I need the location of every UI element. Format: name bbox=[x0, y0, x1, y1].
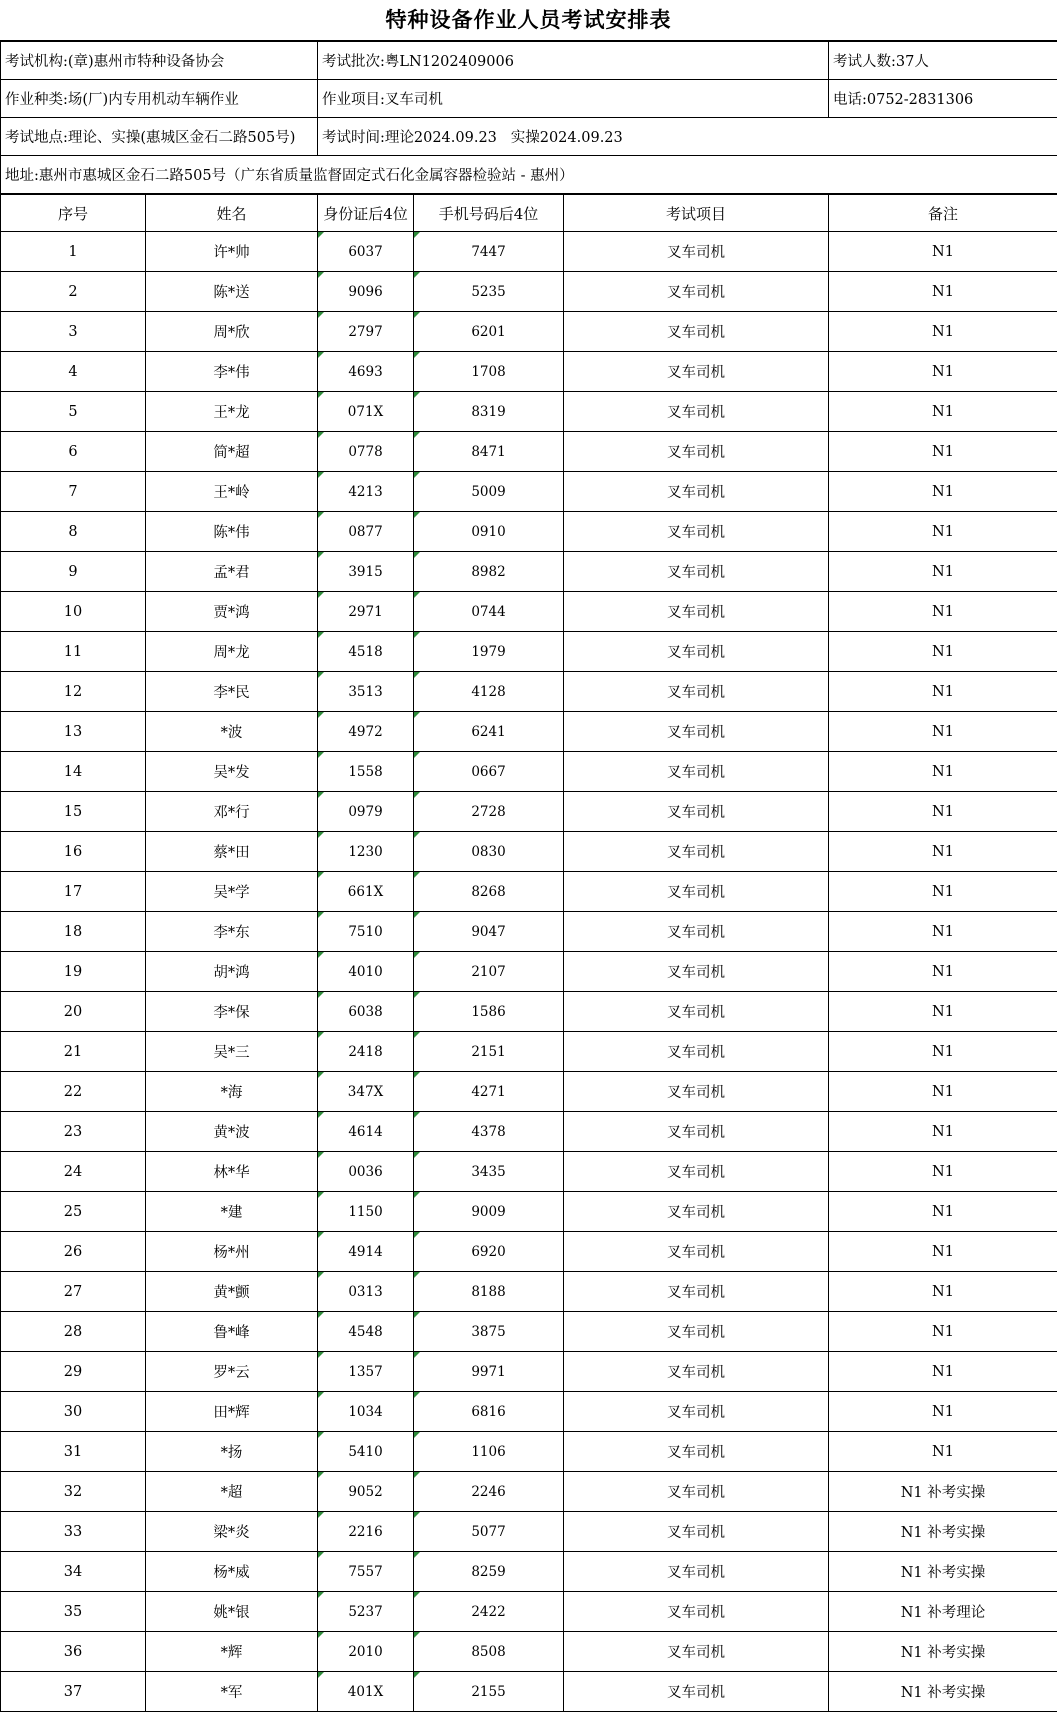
exam-venue: 考试地点:理论、实操(惠城区金石二路505号) bbox=[1, 118, 318, 156]
cell-name: 陈*伟 bbox=[146, 512, 318, 552]
cell-name: 姚*银 bbox=[146, 1592, 318, 1632]
cell-id-last4: 5410 bbox=[318, 1432, 414, 1472]
cell-phone-last4: 2246 bbox=[414, 1472, 564, 1512]
cell-phone-last4: 9047 bbox=[414, 912, 564, 952]
cell-seq: 35 bbox=[1, 1592, 146, 1632]
cell-seq: 32 bbox=[1, 1472, 146, 1512]
cell-id-last4: 1558 bbox=[318, 752, 414, 792]
cell-name: 杨*州 bbox=[146, 1232, 318, 1272]
cell-exam-item: 叉车司机 bbox=[564, 1072, 829, 1112]
cell-name: 黄*颤 bbox=[146, 1272, 318, 1312]
header-seq: 序号 bbox=[1, 195, 146, 232]
cell-seq: 30 bbox=[1, 1392, 146, 1432]
cell-seq: 21 bbox=[1, 1032, 146, 1072]
cell-id-last4: 1034 bbox=[318, 1392, 414, 1432]
cell-exam-item: 叉车司机 bbox=[564, 872, 829, 912]
cell-remark: N1 补考实操 bbox=[829, 1512, 1057, 1552]
cell-name: 林*华 bbox=[146, 1152, 318, 1192]
cell-name: 蔡*田 bbox=[146, 832, 318, 872]
cell-exam-item: 叉车司机 bbox=[564, 472, 829, 512]
cell-name: 王*龙 bbox=[146, 392, 318, 432]
table-row bbox=[1, 1592, 1057, 1632]
table-row bbox=[1, 472, 1057, 512]
header-name: 姓名 bbox=[146, 195, 318, 232]
cell-phone-last4: 1708 bbox=[414, 352, 564, 392]
info-row-4 bbox=[1, 156, 1057, 194]
cell-seq: 17 bbox=[1, 872, 146, 912]
table-row bbox=[1, 1192, 1057, 1232]
cell-name: 李*伟 bbox=[146, 352, 318, 392]
cell-exam-item: 叉车司机 bbox=[564, 1032, 829, 1072]
cell-name: *海 bbox=[146, 1072, 318, 1112]
cell-id-last4: 5237 bbox=[318, 1592, 414, 1632]
cell-seq: 23 bbox=[1, 1112, 146, 1152]
cell-id-last4: 2797 bbox=[318, 312, 414, 352]
cell-remark: N1 bbox=[829, 752, 1057, 792]
cell-id-last4: 6038 bbox=[318, 992, 414, 1032]
cell-remark: N1 bbox=[829, 392, 1057, 432]
table-row bbox=[1, 232, 1057, 272]
cell-seq: 25 bbox=[1, 1192, 146, 1232]
cell-name: 周*欣 bbox=[146, 312, 318, 352]
cell-seq: 14 bbox=[1, 752, 146, 792]
cell-id-last4: 2971 bbox=[318, 592, 414, 632]
cell-phone-last4: 2728 bbox=[414, 792, 564, 832]
cell-exam-item: 叉车司机 bbox=[564, 1112, 829, 1152]
cell-exam-item: 叉车司机 bbox=[564, 712, 829, 752]
cell-exam-item: 叉车司机 bbox=[564, 312, 829, 352]
cell-name: 吴*学 bbox=[146, 872, 318, 912]
cell-phone-last4: 5077 bbox=[414, 1512, 564, 1552]
cell-remark: N1 bbox=[829, 1072, 1057, 1112]
cell-remark: N1 bbox=[829, 912, 1057, 952]
cell-seq: 11 bbox=[1, 632, 146, 672]
cell-seq: 1 bbox=[1, 232, 146, 272]
info-row-3 bbox=[1, 118, 1057, 156]
table-row bbox=[1, 632, 1057, 672]
cell-id-last4: 4914 bbox=[318, 1232, 414, 1272]
exam-time: 考试时间:理论2024.09.23 实操2024.09.23 bbox=[318, 118, 1057, 156]
cell-seq: 3 bbox=[1, 312, 146, 352]
cell-id-last4: 0036 bbox=[318, 1152, 414, 1192]
header-exam-item: 考试项目 bbox=[564, 195, 829, 232]
cell-exam-item: 叉车司机 bbox=[564, 272, 829, 312]
cell-seq: 2 bbox=[1, 272, 146, 312]
cell-exam-item: 叉车司机 bbox=[564, 1312, 829, 1352]
cell-remark: N1 bbox=[829, 952, 1057, 992]
cell-remark: N1 补考实操 bbox=[829, 1552, 1057, 1592]
cell-seq: 13 bbox=[1, 712, 146, 752]
table-row bbox=[1, 1232, 1057, 1272]
exam-address: 地址:惠州市惠城区金石二路505号（广东省质量监督固定式石化金属容器检验站 - 惠州） bbox=[1, 156, 1057, 194]
cell-seq: 18 bbox=[1, 912, 146, 952]
cell-name: 吴*发 bbox=[146, 752, 318, 792]
cell-name: *超 bbox=[146, 1472, 318, 1512]
table-row bbox=[1, 1152, 1057, 1192]
table-row bbox=[1, 872, 1057, 912]
cell-seq: 19 bbox=[1, 952, 146, 992]
info-row-1 bbox=[1, 42, 1057, 80]
table-row bbox=[1, 1672, 1057, 1712]
table-row bbox=[1, 272, 1057, 312]
table-row bbox=[1, 752, 1057, 792]
table-row bbox=[1, 1352, 1057, 1392]
cell-exam-item: 叉车司机 bbox=[564, 952, 829, 992]
cell-phone-last4: 8471 bbox=[414, 432, 564, 472]
cell-exam-item: 叉车司机 bbox=[564, 632, 829, 672]
cell-exam-item: 叉车司机 bbox=[564, 1232, 829, 1272]
cell-id-last4: 0313 bbox=[318, 1272, 414, 1312]
cell-phone-last4: 3435 bbox=[414, 1152, 564, 1192]
cell-phone-last4: 1586 bbox=[414, 992, 564, 1032]
cell-exam-item: 叉车司机 bbox=[564, 1552, 829, 1592]
cell-name: 王*岭 bbox=[146, 472, 318, 512]
cell-seq: 28 bbox=[1, 1312, 146, 1352]
cell-phone-last4: 2155 bbox=[414, 1672, 564, 1712]
cell-phone-last4: 7447 bbox=[414, 232, 564, 272]
cell-exam-item: 叉车司机 bbox=[564, 1432, 829, 1472]
table-row bbox=[1, 1312, 1057, 1352]
cell-remark: N1 bbox=[829, 1272, 1057, 1312]
cell-phone-last4: 6920 bbox=[414, 1232, 564, 1272]
table-row bbox=[1, 912, 1057, 952]
cell-exam-item: 叉车司机 bbox=[564, 592, 829, 632]
cell-phone-last4: 9971 bbox=[414, 1352, 564, 1392]
cell-exam-item: 叉车司机 bbox=[564, 792, 829, 832]
cell-phone-last4: 8319 bbox=[414, 392, 564, 432]
cell-remark: N1 bbox=[829, 1312, 1057, 1352]
cell-id-last4: 1357 bbox=[318, 1352, 414, 1392]
cell-id-last4: 401X bbox=[318, 1672, 414, 1712]
cell-phone-last4: 5235 bbox=[414, 272, 564, 312]
cell-id-last4: 2216 bbox=[318, 1512, 414, 1552]
cell-exam-item: 叉车司机 bbox=[564, 752, 829, 792]
cell-id-last4: 4614 bbox=[318, 1112, 414, 1152]
table-row bbox=[1, 1512, 1057, 1552]
table-row bbox=[1, 1632, 1057, 1672]
cell-remark: N1 bbox=[829, 1352, 1057, 1392]
cell-name: 李*民 bbox=[146, 672, 318, 712]
cell-id-last4: 0877 bbox=[318, 512, 414, 552]
cell-id-last4: 4213 bbox=[318, 472, 414, 512]
table-row bbox=[1, 432, 1057, 472]
exam-count: 考试人数:37人 bbox=[829, 42, 1057, 80]
exam-organization: 考试机构:(章)惠州市特种设备协会 bbox=[1, 42, 318, 80]
cell-phone-last4: 4271 bbox=[414, 1072, 564, 1112]
cell-phone-last4: 0667 bbox=[414, 752, 564, 792]
cell-seq: 24 bbox=[1, 1152, 146, 1192]
cell-id-last4: 347X bbox=[318, 1072, 414, 1112]
cell-phone-last4: 6201 bbox=[414, 312, 564, 352]
cell-id-last4: 1150 bbox=[318, 1192, 414, 1232]
cell-remark: N1 bbox=[829, 1152, 1057, 1192]
table-row bbox=[1, 1392, 1057, 1432]
cell-phone-last4: 8188 bbox=[414, 1272, 564, 1312]
cell-seq: 7 bbox=[1, 472, 146, 512]
cell-name: 李*东 bbox=[146, 912, 318, 952]
cell-phone-last4: 4378 bbox=[414, 1112, 564, 1152]
cell-name: 梁*炎 bbox=[146, 1512, 318, 1552]
cell-id-last4: 4518 bbox=[318, 632, 414, 672]
cell-phone-last4: 6816 bbox=[414, 1392, 564, 1432]
cell-name: *波 bbox=[146, 712, 318, 752]
cell-seq: 26 bbox=[1, 1232, 146, 1272]
cell-remark: N1 bbox=[829, 872, 1057, 912]
cell-id-last4: 1230 bbox=[318, 832, 414, 872]
cell-id-last4: 7510 bbox=[318, 912, 414, 952]
cell-exam-item: 叉车司机 bbox=[564, 1192, 829, 1232]
cell-id-last4: 2010 bbox=[318, 1632, 414, 1672]
cell-exam-item: 叉车司机 bbox=[564, 1512, 829, 1552]
cell-seq: 4 bbox=[1, 352, 146, 392]
cell-seq: 27 bbox=[1, 1272, 146, 1312]
table-row bbox=[1, 792, 1057, 832]
table-row bbox=[1, 832, 1057, 872]
table-row bbox=[1, 1472, 1057, 1512]
cell-phone-last4: 1979 bbox=[414, 632, 564, 672]
cell-remark: N1 bbox=[829, 1232, 1057, 1272]
info-row-2 bbox=[1, 80, 1057, 118]
cell-exam-item: 叉车司机 bbox=[564, 1632, 829, 1672]
table-row bbox=[1, 672, 1057, 712]
cell-seq: 8 bbox=[1, 512, 146, 552]
cell-exam-item: 叉车司机 bbox=[564, 992, 829, 1032]
cell-remark: N1 bbox=[829, 1432, 1057, 1472]
cell-exam-item: 叉车司机 bbox=[564, 1472, 829, 1512]
cell-seq: 33 bbox=[1, 1512, 146, 1552]
cell-name: 周*龙 bbox=[146, 632, 318, 672]
candidate-table bbox=[0, 194, 1057, 1712]
cell-seq: 6 bbox=[1, 432, 146, 472]
cell-name: 贾*鸿 bbox=[146, 592, 318, 632]
table-row bbox=[1, 592, 1057, 632]
cell-name: *军 bbox=[146, 1672, 318, 1712]
cell-exam-item: 叉车司机 bbox=[564, 552, 829, 592]
cell-name: 李*保 bbox=[146, 992, 318, 1032]
cell-remark: N1 bbox=[829, 672, 1057, 712]
cell-seq: 37 bbox=[1, 1672, 146, 1712]
table-header bbox=[1, 195, 1057, 232]
cell-remark: N1 bbox=[829, 832, 1057, 872]
cell-phone-last4: 8259 bbox=[414, 1552, 564, 1592]
table-row bbox=[1, 1072, 1057, 1112]
cell-id-last4: 4548 bbox=[318, 1312, 414, 1352]
cell-phone-last4: 8268 bbox=[414, 872, 564, 912]
cell-remark: N1 bbox=[829, 992, 1057, 1032]
cell-name: 孟*君 bbox=[146, 552, 318, 592]
cell-remark: N1 bbox=[829, 712, 1057, 752]
header-remark: 备注 bbox=[829, 195, 1057, 232]
table-row bbox=[1, 1272, 1057, 1312]
work-item: 作业项目:叉车司机 bbox=[318, 80, 829, 118]
cell-remark: N1 bbox=[829, 1112, 1057, 1152]
cell-remark: N1 bbox=[829, 1032, 1057, 1072]
cell-seq: 5 bbox=[1, 392, 146, 432]
cell-id-last4: 3513 bbox=[318, 672, 414, 712]
cell-id-last4: 9052 bbox=[318, 1472, 414, 1512]
cell-remark: N1 补考实操 bbox=[829, 1672, 1057, 1712]
cell-phone-last4: 1106 bbox=[414, 1432, 564, 1472]
cell-remark: N1 bbox=[829, 432, 1057, 472]
cell-id-last4: 3915 bbox=[318, 552, 414, 592]
cell-phone-last4: 2422 bbox=[414, 1592, 564, 1632]
cell-phone-last4: 4128 bbox=[414, 672, 564, 712]
cell-remark: N1 bbox=[829, 592, 1057, 632]
cell-name: 鲁*峰 bbox=[146, 1312, 318, 1352]
cell-remark: N1 bbox=[829, 312, 1057, 352]
cell-name: 吴*三 bbox=[146, 1032, 318, 1072]
table-row bbox=[1, 1032, 1057, 1072]
cell-id-last4: 9096 bbox=[318, 272, 414, 312]
cell-exam-item: 叉车司机 bbox=[564, 672, 829, 712]
cell-remark: N1 bbox=[829, 792, 1057, 832]
cell-phone-last4: 6241 bbox=[414, 712, 564, 752]
cell-exam-item: 叉车司机 bbox=[564, 1672, 829, 1712]
cell-seq: 31 bbox=[1, 1432, 146, 1472]
cell-seq: 20 bbox=[1, 992, 146, 1032]
cell-name: 胡*鸿 bbox=[146, 952, 318, 992]
cell-exam-item: 叉车司机 bbox=[564, 512, 829, 552]
cell-exam-item: 叉车司机 bbox=[564, 1152, 829, 1192]
cell-seq: 16 bbox=[1, 832, 146, 872]
cell-remark: N1 bbox=[829, 1392, 1057, 1432]
cell-id-last4: 4972 bbox=[318, 712, 414, 752]
cell-id-last4: 2418 bbox=[318, 1032, 414, 1072]
cell-name: 田*辉 bbox=[146, 1392, 318, 1432]
cell-exam-item: 叉车司机 bbox=[564, 1272, 829, 1312]
cell-exam-item: 叉车司机 bbox=[564, 832, 829, 872]
cell-seq: 9 bbox=[1, 552, 146, 592]
cell-id-last4: 4693 bbox=[318, 352, 414, 392]
cell-seq: 15 bbox=[1, 792, 146, 832]
cell-exam-item: 叉车司机 bbox=[564, 912, 829, 952]
cell-name: 黄*波 bbox=[146, 1112, 318, 1152]
cell-remark: N1 补考实操 bbox=[829, 1632, 1057, 1672]
cell-exam-item: 叉车司机 bbox=[564, 432, 829, 472]
cell-exam-item: 叉车司机 bbox=[564, 1392, 829, 1432]
cell-id-last4: 661X bbox=[318, 872, 414, 912]
cell-exam-item: 叉车司机 bbox=[564, 352, 829, 392]
cell-name: *辉 bbox=[146, 1632, 318, 1672]
cell-seq: 12 bbox=[1, 672, 146, 712]
cell-remark: N1 bbox=[829, 1192, 1057, 1232]
work-category: 作业种类:场(厂)内专用机动车辆作业 bbox=[1, 80, 318, 118]
table-row bbox=[1, 1112, 1057, 1152]
cell-remark: N1 bbox=[829, 632, 1057, 672]
table-row bbox=[1, 1552, 1057, 1592]
cell-id-last4: 0778 bbox=[318, 432, 414, 472]
table-row bbox=[1, 352, 1057, 392]
cell-phone-last4: 2107 bbox=[414, 952, 564, 992]
cell-remark: N1 bbox=[829, 472, 1057, 512]
cell-phone-last4: 0744 bbox=[414, 592, 564, 632]
cell-phone-last4: 3875 bbox=[414, 1312, 564, 1352]
info-table bbox=[0, 41, 1057, 194]
table-row bbox=[1, 392, 1057, 432]
cell-id-last4: 7557 bbox=[318, 1552, 414, 1592]
cell-remark: N1 bbox=[829, 352, 1057, 392]
cell-seq: 34 bbox=[1, 1552, 146, 1592]
cell-name: 罗*云 bbox=[146, 1352, 318, 1392]
cell-exam-item: 叉车司机 bbox=[564, 1592, 829, 1632]
cell-phone-last4: 0910 bbox=[414, 512, 564, 552]
sheet-title: 特种设备作业人员考试安排表 bbox=[0, 0, 1057, 41]
cell-remark: N1 补考实操 bbox=[829, 1472, 1057, 1512]
cell-phone-last4: 9009 bbox=[414, 1192, 564, 1232]
cell-seq: 29 bbox=[1, 1352, 146, 1392]
cell-id-last4: 6037 bbox=[318, 232, 414, 272]
cell-exam-item: 叉车司机 bbox=[564, 232, 829, 272]
cell-seq: 22 bbox=[1, 1072, 146, 1112]
cell-id-last4: 0979 bbox=[318, 792, 414, 832]
contact-phone: 电话:0752-2831306 bbox=[829, 80, 1057, 118]
cell-phone-last4: 5009 bbox=[414, 472, 564, 512]
cell-remark: N1 bbox=[829, 232, 1057, 272]
cell-remark: N1 补考理论 bbox=[829, 1592, 1057, 1632]
cell-phone-last4: 2151 bbox=[414, 1032, 564, 1072]
table-row bbox=[1, 1432, 1057, 1472]
cell-id-last4: 4010 bbox=[318, 952, 414, 992]
cell-name: *扬 bbox=[146, 1432, 318, 1472]
cell-phone-last4: 0830 bbox=[414, 832, 564, 872]
header-id-last4: 身份证后4位 bbox=[318, 195, 414, 232]
cell-remark: N1 bbox=[829, 272, 1057, 312]
cell-name: 邓*行 bbox=[146, 792, 318, 832]
cell-seq: 10 bbox=[1, 592, 146, 632]
cell-remark: N1 bbox=[829, 552, 1057, 592]
cell-name: 许*帅 bbox=[146, 232, 318, 272]
cell-name: 简*超 bbox=[146, 432, 318, 472]
cell-id-last4: 071X bbox=[318, 392, 414, 432]
cell-name: *建 bbox=[146, 1192, 318, 1232]
cell-exam-item: 叉车司机 bbox=[564, 1352, 829, 1392]
table-row bbox=[1, 552, 1057, 592]
cell-phone-last4: 8982 bbox=[414, 552, 564, 592]
header-phone-last4: 手机号码后4位 bbox=[414, 195, 564, 232]
table-row bbox=[1, 992, 1057, 1032]
cell-remark: N1 bbox=[829, 512, 1057, 552]
cell-exam-item: 叉车司机 bbox=[564, 392, 829, 432]
table-row bbox=[1, 712, 1057, 752]
cell-name: 陈*送 bbox=[146, 272, 318, 312]
cell-seq: 36 bbox=[1, 1632, 146, 1672]
table-row bbox=[1, 952, 1057, 992]
table-row bbox=[1, 312, 1057, 352]
exam-batch: 考试批次:粤LN1202409006 bbox=[318, 42, 829, 80]
table-row bbox=[1, 512, 1057, 552]
cell-name: 杨*威 bbox=[146, 1552, 318, 1592]
cell-phone-last4: 8508 bbox=[414, 1632, 564, 1672]
